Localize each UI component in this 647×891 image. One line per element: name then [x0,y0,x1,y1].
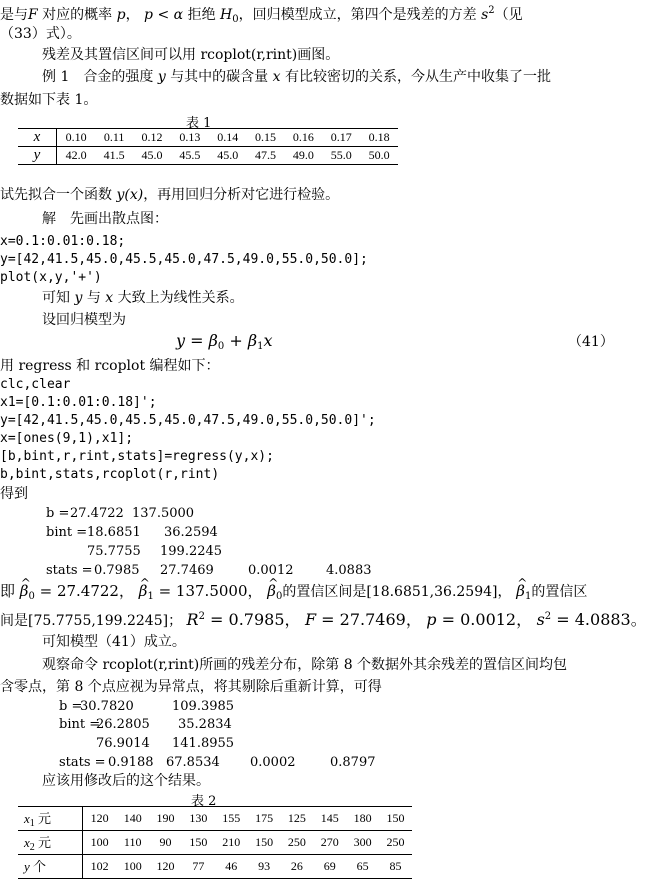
code-line: y=[42,41.5,45.0,45.5,45.0,47.5,49.0,55.0,50.0]; [0,252,368,267]
code-line: x=0.1:0.01:0.18; [0,234,126,249]
table2-cell: 150 [379,807,412,831]
table1-cell: 0.17 [322,129,360,147]
result1-bint-label: bint = [46,525,88,540]
table1-cell: 42.0 [65,148,87,162]
table2-cell: 85 [379,855,412,879]
result2-stats-value: 0.9188 [108,755,154,770]
code-line: b,bint,stats,rcoplot(r,rint) [0,467,220,482]
result2-bint-value: 35.2834 [178,717,232,732]
result1-bint-value: 18.6851 [87,525,141,540]
result2-stats-label: stats = [59,755,106,770]
table2-cell: 210 [215,831,248,855]
table1-y-label: y [18,147,57,165]
paragraph-pvalue-line1: 是与F 对应的概率 p， p < α 拒绝 $H_0$，回归模型成立，第四个是残差的方差 $s^2$（见 [0,5,523,25]
linear-relation-sentence: 可知 y 与 x 大致上为线性关系。 [42,290,244,306]
table2-cell: 120 [83,807,117,831]
equation-number: （41） [568,334,614,350]
table2-caption: 表 2 [191,794,217,809]
result2-bint-value: 141.8955 [172,736,235,751]
table2-row [18,855,412,879]
table2-cell: 93 [248,855,281,879]
result2-bint-label: bint = [59,717,101,732]
table2-cell: 150 [248,831,281,855]
table2-cell: 130 [182,807,215,831]
table2-cell: 90 [149,831,182,855]
table1-cell: 0.11 [95,129,133,147]
result2-b-label: b = [59,699,83,714]
table1-cell: 45.5 [179,148,201,162]
result2-stats-value: 67.8534 [166,755,220,770]
table2-cell: 125 [280,807,313,831]
table2-cell: 145 [313,807,346,831]
table1-cell: 0.13 [171,129,209,147]
table2-row-label: $x_2$ 元 [18,831,83,855]
table2-row [18,807,412,831]
result2-b-value: 109.3985 [172,699,235,714]
result1-bint-value: 199.2245 [160,544,223,559]
result1-b-value: 27.4722 [70,506,124,521]
result1-bint-value: 36.2594 [164,525,218,540]
equation-41: $y = \beta_0 + \beta_1x$ [176,331,273,352]
table1-cell: 45.0 [217,148,239,162]
rcoplot-sentence: 残差及其置信区间可以用 rcoplot(r,rint)画图。 [42,47,340,63]
table1-cell: 55.0 [330,148,352,162]
regress-intro: 用 regress 和 rcoplot 编程如下： [0,358,220,374]
solution-heading: 解 先画出散点图： [42,211,168,227]
table2-cell: 77 [182,855,215,879]
table1-cell: 0.14 [209,129,247,147]
result1-b-value: 137.5000 [132,506,195,521]
table1-cell: 49.0 [292,148,314,162]
result1-stats-value: 0.0012 [248,563,294,578]
example1-line1: 例 1 合金的强度 y 与其中的碳含量 x 有比较密切的关系，今从生产中收集了一批 [42,69,551,85]
table1-row-x [18,129,398,147]
result2-bint-value: 76.9014 [96,736,150,751]
observe-line2: 含零点，第 8 个点应视为异常点，将其剔除后重新计算，可得 [0,679,382,695]
table2-cell: 120 [149,855,182,879]
code-line: clc,clear [0,377,71,392]
table2-cell: 102 [83,855,117,879]
table1-row-y [18,147,398,165]
table2-cell: 100 [83,831,117,855]
table2-cell: 270 [313,831,346,855]
code-line: [b,bint,r,rint,stats]=regress(y,x); [0,449,274,464]
table2-cell: 65 [346,855,379,879]
table1 [18,128,398,165]
table1-cell: 0.10 [57,129,96,147]
table2-cell: 110 [116,831,149,855]
table2-cell: 26 [280,855,313,879]
paragraph-pvalue-line2: （33）式）。 [0,26,81,42]
table2-cell: 190 [149,807,182,831]
use-modified-sentence: 应该用修改后的这个结果。 [42,773,210,789]
table2-cell: 150 [182,831,215,855]
table2-cell: 69 [313,855,346,879]
code-line: plot(x,y,'+') [0,270,102,285]
result1-stats-value: 27.7469 [160,563,214,578]
result2-bint-value: 26.2805 [96,717,150,732]
table1-cell: 0.18 [360,129,398,147]
table2-cell: 180 [346,807,379,831]
result1-bint-value: 75.7755 [87,544,141,559]
table2 [18,806,412,879]
table2-cell: 250 [280,831,313,855]
table2-cell: 140 [116,807,149,831]
table2-cell: 155 [215,807,248,831]
result1-stats-label: stats = [46,563,93,578]
table2-row [18,831,412,855]
model-valid-sentence: 可知模型（41）成立。 [42,634,186,650]
result2-b-value: 30.7820 [80,699,134,714]
example1-line2: 数据如下表 1。 [0,92,98,108]
result-intro: 得到 [0,486,28,502]
result2-stats-value: 0.8797 [330,755,376,770]
result2-stats-value: 0.0002 [250,755,296,770]
code-line: x1=[0.1:0.01:0.18]'; [0,395,157,410]
table1-cell: 0.15 [247,129,285,147]
table2-cell: 300 [346,831,379,855]
table1-cell: 50.0 [368,148,390,162]
table2-cell: 250 [379,831,412,855]
table2-row-label: $x_1$ 元 [18,807,83,831]
table2-row-label: y 个 [18,855,83,879]
result1-stats-value: 4.0883 [326,563,372,578]
summary-line1: 即 ^ $\beta_0 = 27.4722$， ^ $\beta_1 = 137.5000$， ^ $\beta_0$的置信区间是[18.6851,36.2594]， ^ $\beta_1$的置信区 [0,582,587,606]
result1-b-label: b = [46,506,70,521]
table1-cell: 47.5 [255,148,277,162]
code-line: x=[ones(9,1),x1]; [0,431,134,446]
result1-stats-value: 0.7985 [94,563,140,578]
table1-x-label: x [18,129,57,147]
table1-cell: 0.12 [133,129,171,147]
table1-caption: 表 1 [186,116,212,131]
summary-line2: 间是[75.7755,199.2245]； $R^2 = 0.7985$， F = 27.7469， p = 0.0012， $s^2 = 4.0883$。 [0,610,647,629]
observe-line1: 观察命令 rcoplot(r,rint)所画的残差分布，除第 8 个数据外其余残差的置信区间均包 [42,657,568,673]
table1-cell: 0.16 [284,129,322,147]
model-intro: 设回归模型为 [42,312,126,328]
table2-cell: 46 [215,855,248,879]
table1-cell: 45.0 [141,148,163,162]
code-line: y=[42,41.5,45.0,45.5,45.0,47.5,49.0,55.0,50.0]'; [0,413,376,428]
table2-cell: 100 [116,855,149,879]
fit-sentence: 试先拟合一个函数 y(x)，再用回归分析对它进行检验。 [0,187,340,203]
table2-cell: 175 [248,807,281,831]
table1-cell: 41.5 [103,148,125,162]
